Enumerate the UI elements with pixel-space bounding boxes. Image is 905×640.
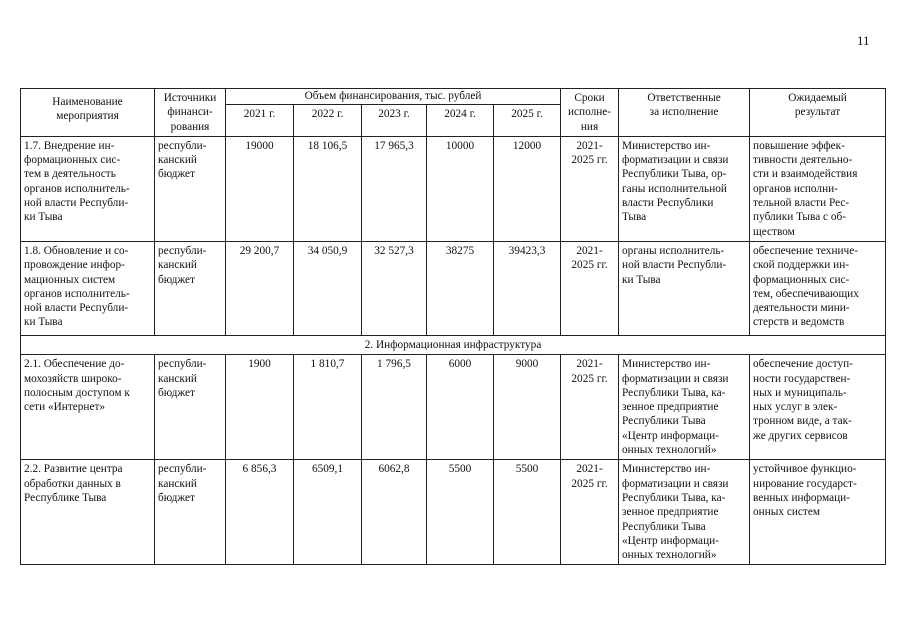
row-value-2025: 39423,3 [494,241,561,335]
row-value-2024: 10000 [427,136,494,241]
row-value-2023: 1 796,5 [362,355,427,460]
table-row [21,136,886,241]
row-terms: 2021- 2025 гг. [561,460,619,565]
header-year: 2021 г. [226,104,294,136]
row-value-2023: 17 965,3 [362,136,427,241]
row-value-2024: 5500 [427,460,494,565]
row-value-2023: 6062,8 [362,460,427,565]
row-name: 1.7. Внедрение ин- формационных сис- тем в деятельность органов исполнитель- ной власти Республи- ки Тыва [21,136,155,241]
funding-table [20,88,886,565]
header-expected: Ожидаемый результат [750,89,886,137]
row-responsible: Министерство ин- форматизации и связи Республики Тыва, ка- зенное предприятие Республики Тыва «Центр информаци- онных технологий» [619,355,750,460]
row-value-2022: 34 050,9 [294,241,362,335]
row-expected: устойчивое функцио- нирование государст- венных информаци- онных систем [750,460,886,565]
row-value-2021: 19000 [226,136,294,241]
row-expected: обеспечение доступ- ности государствен- ных и муниципаль- ных услуг в элек- тронном виде, а так- же других сервисов [750,355,886,460]
header-year: 2023 г. [362,104,427,136]
row-value-2022: 18 106,5 [294,136,362,241]
section-title: 2. Информационная инфраструктура [21,335,886,354]
row-terms: 2021- 2025 гг. [561,355,619,460]
row-source: республи- канский бюджет [155,460,226,565]
row-value-2023: 32 527,3 [362,241,427,335]
row-value-2024: 38275 [427,241,494,335]
row-value-2021: 1900 [226,355,294,460]
row-value-2024: 6000 [427,355,494,460]
row-responsible: Министерство ин- форматизации и связи Республики Тыва, ор- ганы исполнительной власти Республики Тыва [619,136,750,241]
header-row [21,89,886,105]
row-value-2022: 1 810,7 [294,355,362,460]
row-value-2025: 12000 [494,136,561,241]
row-value-2021: 29 200,7 [226,241,294,335]
header-funding: Объем финансирования, тыс. рублей [226,89,561,105]
header-year: 2025 г. [494,104,561,136]
row-source: республи- канский бюджет [155,241,226,335]
row-name: 2.2. Развитие центра обработки данных в Республике Тыва [21,460,155,565]
header-responsible: Ответственные за исполнение [619,89,750,137]
header-terms: Сроки исполне- ния [561,89,619,137]
row-terms: 2021- 2025 гг. [561,136,619,241]
header-name: Наименование мероприятия [21,89,155,137]
table-row [21,460,886,565]
row-name: 1.8. Обновление и со- провождение инфор- мационных систем органов исполнитель- ной власти Республи- ки Тыва [21,241,155,335]
table-row [21,355,886,460]
row-source: республи- канский бюджет [155,136,226,241]
section-row [21,335,886,354]
row-value-2025: 5500 [494,460,561,565]
row-responsible: Министерство ин- форматизации и связи Республики Тыва, ка- зенное предприятие Республики Тыва «Центр информаци- онных технологий» [619,460,750,565]
table-row [21,241,886,335]
header-source: Источники финанси- рования [155,89,226,137]
row-value-2021: 6 856,3 [226,460,294,565]
header-year: 2022 г. [294,104,362,136]
row-value-2025: 9000 [494,355,561,460]
row-name: 2.1. Обеспечение до- мохозяйств широко- полосным доступом к сети «Интернет» [21,355,155,460]
page-number: 11 [857,33,870,48]
row-expected: обеспечение техниче- ской поддержки ин- формационных сис- тем, обеспечивающих деятельности мини- стерств и ведомств [750,241,886,335]
row-terms: 2021- 2025 гг. [561,241,619,335]
row-expected: повышение эффек- тивности деятельно- сти и взаимодействия органов исполни- тельной власти Рес- публики Тыва с об- ществом [750,136,886,241]
header-year: 2024 г. [427,104,494,136]
row-responsible: органы исполнитель- ной власти Республи- ки Тыва [619,241,750,335]
row-value-2022: 6509,1 [294,460,362,565]
row-source: республи- канский бюджет [155,355,226,460]
